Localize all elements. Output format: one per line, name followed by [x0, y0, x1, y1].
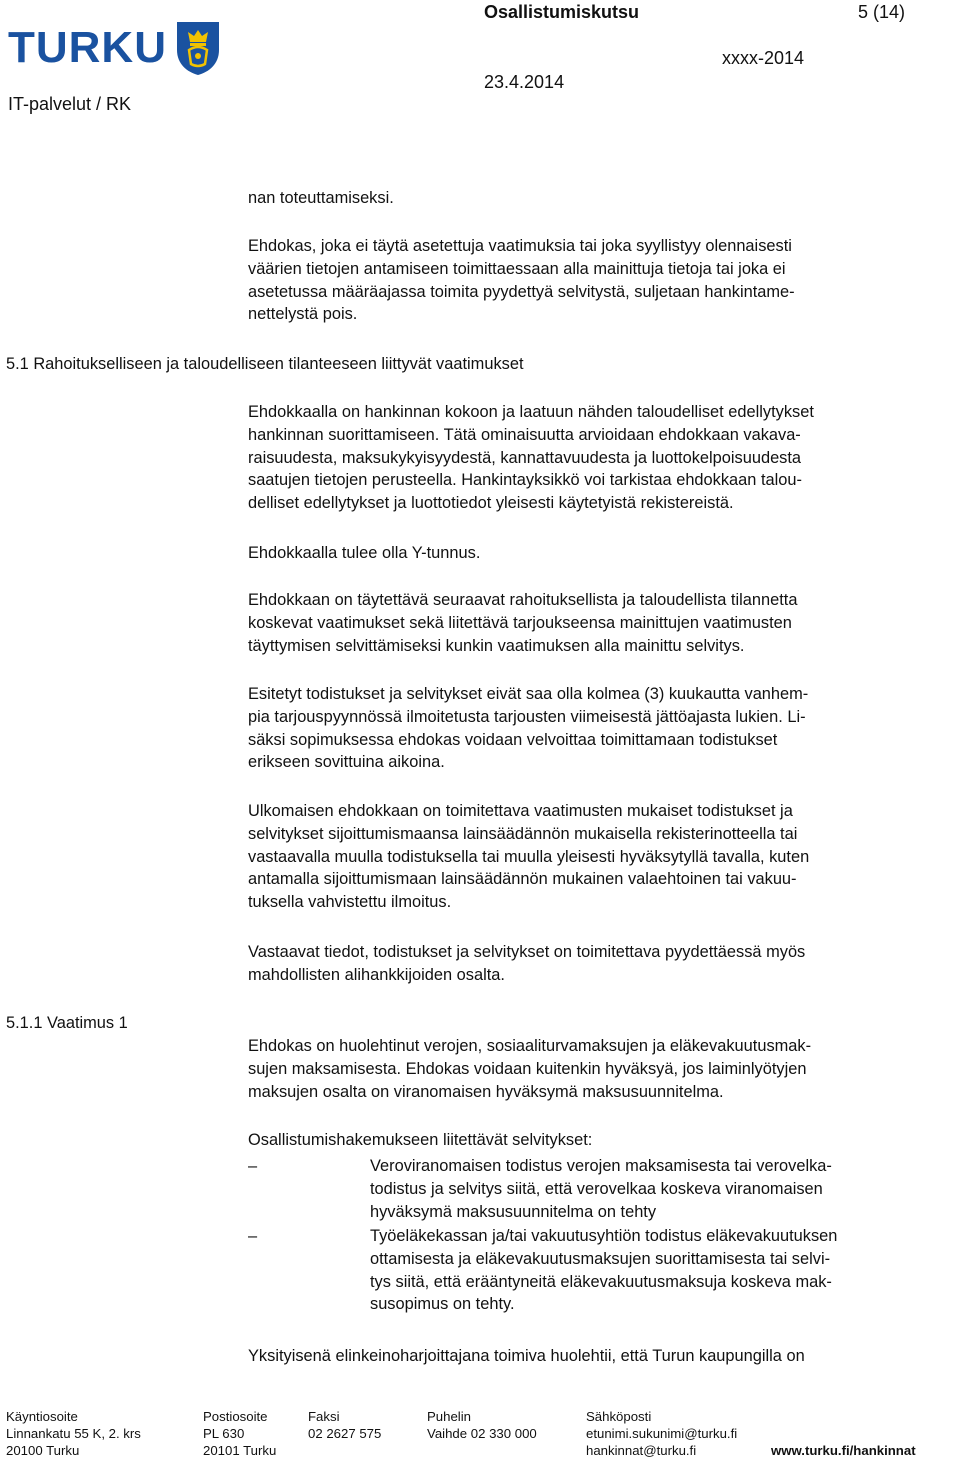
- paragraph-attachments-intro: [248, 1129, 948, 1152]
- document-date: 23.4.2014: [484, 72, 565, 92]
- coat-of-arms-icon: [175, 20, 221, 76]
- paragraph-exclusion: [248, 235, 948, 326]
- text-line: Vastaavat tiedot, todistukset ja selvitykset on toimitettava pyydettäessä myös: [248, 943, 806, 961]
- turku-logo: [8, 18, 221, 78]
- footer-value: hankinnat@turku.fi: [586, 1443, 697, 1458]
- text-line: delliset edellytykset ja luottotiedot yleisesti käytetyistä rekistereistä.: [248, 494, 734, 513]
- text-line: mahdollisten alihankkijoiden osalta.: [248, 965, 505, 984]
- footer-postal-address: [203, 1408, 276, 1459]
- paragraph-financial-requirements: [248, 401, 948, 515]
- text-line: Ehdokas on huolehtinut verojen, sosiaaliturvamaksujen ja eläkevakuutusmak-: [248, 1037, 812, 1055]
- text-line: Ulkomaisen ehdokkaan on toimitettava vaatimusten mukaiset todistukset ja: [248, 802, 793, 820]
- text-line: Osallistumishakemukseen liitettävät selvitykset:: [248, 1131, 593, 1149]
- text-line: tys siitä, että erääntyneitä eläkevakuutusmaksuja koskeva mak-: [370, 1272, 832, 1291]
- text-line: nettelystä pois.: [248, 305, 358, 324]
- footer-label: Postiosoite: [203, 1409, 268, 1424]
- text-line: maksujen osalta on viranomaisen hyväksymä maksusuunnitelma.: [248, 1082, 724, 1101]
- paragraph-subcontractors: [248, 941, 948, 987]
- text-line: Yksityisenä elinkeinoharjoittajana toimiva huolehtii, että Turun kaupungilla on: [248, 1347, 805, 1365]
- text-line: hyväksymä maksusuunnitelma on tehty: [370, 1202, 657, 1221]
- text-line: täyttymisen selvittämiseksi kunkin vaatimuksen alla mainittu selvitys.: [248, 636, 745, 655]
- paragraph-continuation: [248, 187, 948, 210]
- footer-value: PL 630: [203, 1426, 245, 1441]
- footer-label: Puhelin: [427, 1409, 471, 1424]
- list-item-text: [370, 1155, 832, 1223]
- list-item: [248, 1225, 958, 1317]
- text-line: koskevat vaatimukset sekä liitettävä tarjoukseensa mainittujen vaatimusten: [248, 613, 792, 632]
- text-line: hankinnan suorittamiseen. Tätä ominaisuutta arvioidaan ehdokkaan vakava-: [248, 425, 801, 444]
- subsection-heading: 5.1.1 Vaatimus 1: [6, 1014, 128, 1032]
- text-line: todistus ja selvitys siitä, että verovelkaa koskeva viranomaisen: [370, 1179, 823, 1198]
- paragraph-taxes: [248, 1035, 948, 1103]
- text-line: Ehdokas, joka ei täytä asetettuja vaatimuksia tai joka syyllistyy olennaisesti: [248, 237, 792, 255]
- text-line: susopimus on tehty.: [370, 1295, 515, 1314]
- footer-value: etunimi.sukunimi@turku.fi: [586, 1426, 738, 1441]
- text-line: erikseen sovittuina aikoina.: [248, 753, 445, 772]
- text-line: raisuudesta, maksukykyisyydestä, kannattavuudesta ja luottokelpoisuudesta: [248, 448, 802, 467]
- text-line: sujen maksamisesta. Ehdokas voidaan kuitenkin hyväksyä, jos laiminlyötyjen: [248, 1059, 807, 1078]
- paragraph-requirements-intro: [248, 589, 948, 657]
- text-line: Ehdokkaalla on hankinnan kokoon ja laatuun nähden taloudelliset edellytykset: [248, 403, 814, 421]
- footer-value: Linnankatu 55 K, 2. krs: [6, 1426, 141, 1441]
- footer-label: Sähköposti: [586, 1409, 652, 1424]
- text-line: tuksella vahvistettu ilmoitus.: [248, 893, 452, 912]
- text-line: säksi sopimuksessa ehdokas voidaan velvoittaa toimittamaan todistukset: [248, 730, 778, 749]
- text-line: selvitykset sijoittumismaansa lainsäädännön mukaisella rekisterinotteella tai: [248, 824, 798, 843]
- paragraph-business-id: [248, 542, 948, 565]
- paragraph-foreign-candidate: [248, 800, 948, 914]
- page-footer: [0, 1408, 960, 1460]
- section-heading: 5.1 Rahoitukselliseen ja taloudelliseen tilanteeseen liittyvät vaatimukset: [6, 355, 524, 373]
- footer-label: Käyntiosoite: [6, 1409, 78, 1424]
- text-line: Esitetyt todistukset ja selvitykset eivät saa olla kolmea (3) kuukautta vanhem-: [248, 685, 809, 703]
- list-item: [248, 1155, 958, 1225]
- footer-fax: [308, 1408, 381, 1442]
- paragraph-sole-trader: [248, 1345, 948, 1368]
- text-line: väärien tietojen antamiseen toimittaessaan alla mainittuja tietoja tai joka ei: [248, 259, 786, 278]
- text-line: ottamisesta ja eläkevakuutusmaksujen suorittamisesta tai selvi-: [370, 1249, 831, 1268]
- text-line: asetetussa määräajassa toimita pyydettyä selvitystä, suljetaan hankintame-: [248, 282, 795, 301]
- text-line: vastaavalla muulla todistuksella tai muulla yleisesti hyväksytyllä tavalla, kuten: [248, 847, 810, 866]
- list-item-text: [370, 1225, 837, 1316]
- text-line: Veroviranomaisen todistus verojen maksamisesta tai verovelka-: [370, 1157, 832, 1175]
- footer-value: Vaihde 02 330 000: [427, 1426, 537, 1441]
- text-line: saatujen tietojen perusteella. Hankintayksikkö voi tarkistaa ehdokkaan talou-: [248, 471, 802, 490]
- footer-phone: [427, 1408, 537, 1442]
- footer-visiting-address: [6, 1408, 141, 1459]
- paragraph-certificate-age: [248, 683, 948, 774]
- department-label: IT-palvelut / RK: [8, 94, 132, 114]
- page-number: 5 (14): [858, 2, 906, 22]
- footer-email: [586, 1408, 737, 1459]
- logo-wordmark: TURKU: [8, 23, 167, 72]
- footer-label: Faksi: [308, 1409, 340, 1424]
- footer-value: 20101 Turku: [203, 1443, 277, 1458]
- website-link[interactable]: www.turku.fi/hankinnat: [771, 1443, 916, 1458]
- text-line: Työeläkekassan ja/tai vakuutusyhtiön todistus eläkevakuutuksen: [370, 1227, 838, 1245]
- text-line: Ehdokkaan on täytettävä seuraavat rahoituksellista ja taloudellista tilannetta: [248, 591, 798, 609]
- footer-value: 02 2627 575: [308, 1426, 382, 1441]
- list-bullet: –: [248, 1157, 258, 1175]
- text-line: antamalla sijoittumismaan lainsäädännön mukainen valaehtoinen tai vakuu-: [248, 870, 797, 889]
- text-line: nan toteuttamiseksi.: [248, 189, 394, 207]
- text-line: Ehdokkaalla tulee olla Y-tunnus.: [248, 544, 481, 562]
- document-reference: xxxx-2014: [722, 48, 805, 68]
- footer-value: 20100 Turku: [6, 1443, 80, 1458]
- document-title: Osallistumiskutsu: [484, 2, 640, 22]
- text-line: pia tarjouspyynnössä ilmoitetusta tarjousten viimeisestä jättöajasta lukien. Li-: [248, 707, 806, 726]
- list-bullet: –: [248, 1227, 258, 1245]
